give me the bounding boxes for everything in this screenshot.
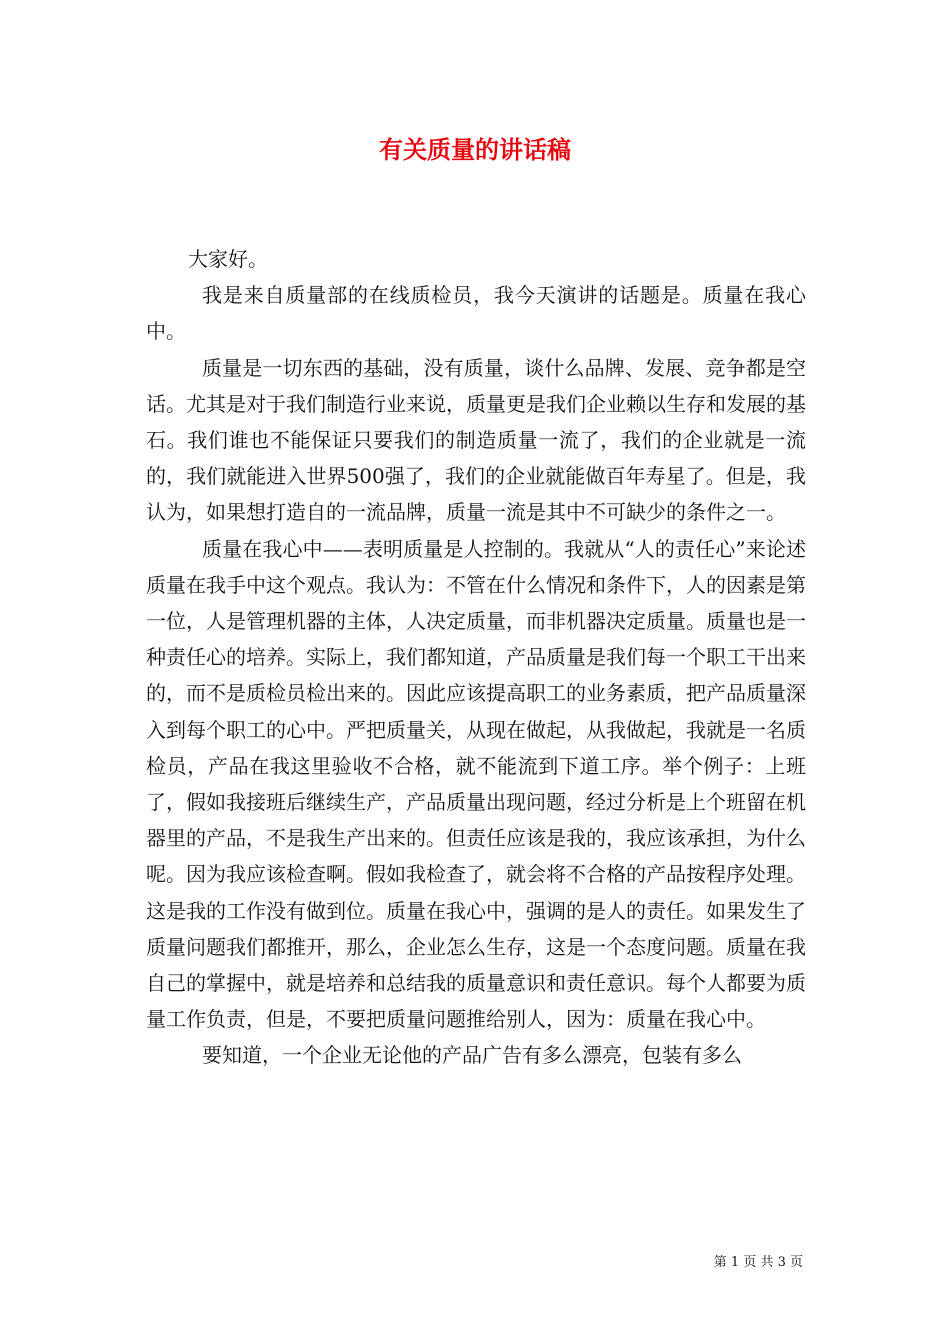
- paragraph-foundation: 质量是一切东西的基础，没有质量，谈什么品牌、发展、竞争都是空话。尤其是对于我们制造行业来说，质量更是我们企业赖以生存和发展的基石。我们谁也不能保证只要我们的制造质量一流了，我们的企业就是一流的，我们就能进入世界500强了，我们的企业就能做百年寿星了。但是，我认为，如果想打造自的一流品牌，质量一流是其中不可缺少的条件之一。: [146, 355, 806, 525]
- page-number: 第 1 页 共 3 页: [713, 1255, 803, 1270]
- paragraph-greeting: 大家好。: [188, 247, 268, 271]
- paragraph-responsibility: 质量在我心中——表明质量是人控制的。我就从“人的责任心”来论述质量在我手中这个观点。我认为：不管在什么情况和条件下，人的因素是第一位，人是管理机器的主体，人决定质量，而非机器决定质量。质量也是一种责任心的培养。实际上，我们都知道，产品质量是我们每一个职工干出来的，而不是质检员检出来的。因此应该提高职工的业务素质，把产品质量深入到每个职工的心中。严把质量关，从现在做起，从我做起，我就是一名质检员，产品在我这里验收不合格，就不能流到下道工序。举个例子：上班了，假如我接班后继续生产，产品质量出现问题，经过分析是上个班留在机器里的产品，不是我生产出来的。但责任应该是我的，我应该承担，为什么呢。因为我应该检查啊。假如我检查了，就会将不合格的产品按程序处理。这是我的工作没有做到位。质量在我心中，强调的是人的责任。如果发生了质量问题我们都推开，那么，企业怎么生存，这是一个态度问题。质量在我自己的掌握中，就是培养和总结我的质量意识和责任意识。每个人都要为质量工作负责，但是，不要把质量问题推给别人，因为：质量在我心中。: [146, 536, 806, 1032]
- page-title: 有关质量的讲话稿: [379, 135, 571, 164]
- paragraph-conclusion-start: 要知道，一个企业无论他的产品广告有多么漂亮，包装有多么: [202, 1043, 742, 1068]
- paragraph-intro: 我是来自质量部的在线质检员，我今天演讲的话题是。质量在我心中。: [146, 283, 806, 344]
- document-body: [146, 241, 806, 1074]
